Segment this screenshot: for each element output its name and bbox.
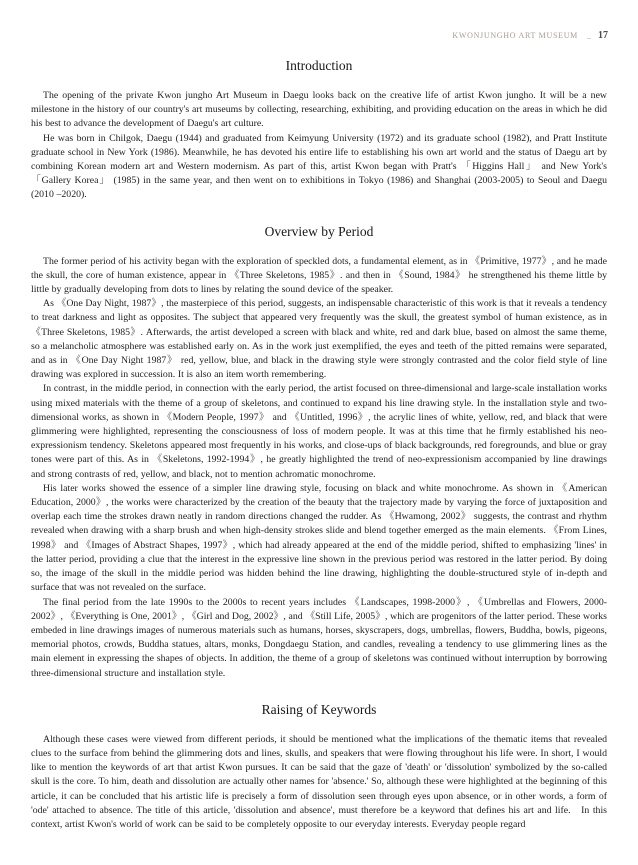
section-body-overview-by-period — [31, 255, 607, 681]
section-heading-overview-by-period: Overview by Period — [264, 223, 374, 239]
body-paragraph: Although these cases were viewed from different periods, it should be mentioned what the implications of the thematic items that revealed clues to the surface from behind the glimmering dots and lines, skulls, and speakers that were flowing throughout his life were. In short, I would like to mention the keywords of art that artist Kwon pursues. It can be said that the gaze of 'death' or 'dissolution' symbolized by the so-called skull is the core. To him, death and dissolution are actually other names for 'absence.' So, although these were highlighted at the beginning of this article, it can be concluded that his artistic life is precisely a form of dissolution seen through eyes upon absence, or in other words, a form of 'ode' attached to absence. The title of this article, 'dissolution and absence', must therefore be a keyword that defines his art and life. In this context, artist Kwon's world of work can be said to be completely opposite to our everyday interests. Everyday people regard — [31, 733, 607, 830]
body-paragraph: The former period of his activity began with the exploration of speckled dots, a fundamental element, as in 《Primitive, 1977》, and he made the skull, the core of human existence, appear in 《Three Skeletons, 1985》. and then in 《Sound, 1984》 he strengthened his theme little by little by gradually developing from dots to lines by relating the sound device of the speaker. — [31, 255, 607, 296]
body-paragraph: As 《One Day Night, 1987》, the masterpiece of this period, suggests, an indispensable characteristic of this work is that it reveals a tendency to treat darkness and light as opposites. The subject that appeared very frequently was the skull, the greatest symbol of human existence, as in 《Three Skeletons, 1985》. Afterwards, the artist developed a screen with black and white, red and dark blue, based on almost the same theme, so a melancholic atmosphere was established early on. As in the work just exemplified, the eyes and teeth of the pitted remains were separated, and as in 《One Day Night 1987》 red, yellow, blue, and black in the drawing style were strongly contrasted and the color field style of line drawing was explored in succession. It is also an item worth remembering. — [31, 298, 607, 381]
section-heading-raising-of-keywords: Raising of Keywords — [261, 701, 377, 717]
section-body-raising-of-keywords — [31, 733, 607, 832]
section-overview-by-period — [31, 215, 607, 681]
body-paragraph: The opening of the private Kwon jungho Art Museum in Daegu looks back on the creative life of artist Kwon jungho. It will be a new milestone in the history of our country's art museums by collecting, researching, exhibiting, and providing education on the areas in which he did his best to advance the development of Daegu's art culture. — [31, 90, 607, 130]
section-introduction — [31, 58, 607, 203]
body-paragraph: The final period from the late 1990s to the 2000s to recent years includes 《Landscapes, 1998-2000》, 《Umbrellas and Flowers, 2000-2002》, 《Everything is One, 2001》, 《Girl and Dog, 2002》, and 《Still Life, 2005》, which are progenitors of the latter period. These works embeded in line drawings images of numerous materials such as humans, horses, skyscrapers, dogs, umbrellas, flowers, Buddha, bowls, pigeons, memorial photos, crowds, Buddha statues, altars, monks, Dongdaegu Station, and candles, revealing a tendency to use glimmering lines as the main element in expressing the shapes of objects. In addition, the theme of a group of skeletons was continued without interruption by borrowing three-dimensional structure and installation style. — [31, 596, 607, 679]
section-heading-introduction: Introduction — [285, 58, 353, 73]
body-paragraph: He was born in Chilgok, Daegu (1944) and graduated from Keimyung University (1972) and its graduate school (1982), and Pratt Institute graduate school in New York (1986). Meanwhile, he has devoted his entire life to establishing his own art world and the status of Daegu art by combining Korean modern art and Western modernism. As part of this, artist Kwon began with Pratt's 「Higgins Hall」 and New York's 「Gallery Korea」 (1985) in the same year, and then went on to exhibitions in Tokyo (1986) and Shanghai (2003-2005) to Seoul and Daegu (2010 –2020). — [31, 132, 607, 201]
section-body-introduction — [31, 89, 607, 203]
running-head-separator: _ — [587, 31, 591, 40]
section-raising-of-keywords — [31, 693, 607, 832]
page-header — [452, 25, 608, 43]
body-paragraph: His later works showed the essence of a simpler line drawing style, focusing on black and white monochrome. As shown in 《American Education, 2000》, the works were characterized by the creation of the beauty that the trajectory made by varying the force of juxtaposition and overlap each time the strokes drawn neatly in random directions changed the rudder. As 《Hwamong, 2002》 suggests, the contrast and rhythm revealed when drawing with a sharp brush and when high-density strokes slide and blend together emerged as the main elements. 《From Lines, 1998》 and 《Images of Abstract Shapes, 1997》, which had already appeared at the end of the middle period, shifted to emphasizing 'lines' in the latter period, providing a clue that the interest in the expressive line shown in the previous period was restored in the latter period. By doing so, the image of the skull in the middle period was hidden behind the line drawing, highlighting the double-structured style of in-depth and surface that was not revealed on the surface. — [31, 482, 607, 594]
running-head-museum: KWONJUNGHO ART MUSEUM — [452, 31, 578, 40]
page-number: 17 — [598, 30, 608, 41]
body-paragraph: In contrast, in the middle period, in connection with the early period, the artist focused on three-dimensional and large-scale installation works using mixed materials with the theme of a group of skeletons, and continued to expand his line drawing style. In the installation style and two-dimensional works, as shown in 《Modern People, 1997》 and 《Untitled, 1996》, the acrylic lines of white, yellow, red, and black that were glimmering were highlighted, representing the consciousness of loss of modern people. It was at this time that he firmly established his neo-expressionism tendency. Skeletons appeared most frequently in his works, and close-ups of black backgrounds, red foregrounds, and blue or gray tones were part of this. As in 《Skeletons, 1992-1994》, he greatly highlighted the trend of neo-expressionism accompanied by line drawings and strong contrasts of red, yellow, and black, not to mention achromatic monochrome. — [31, 383, 607, 480]
document-content — [31, 58, 607, 844]
